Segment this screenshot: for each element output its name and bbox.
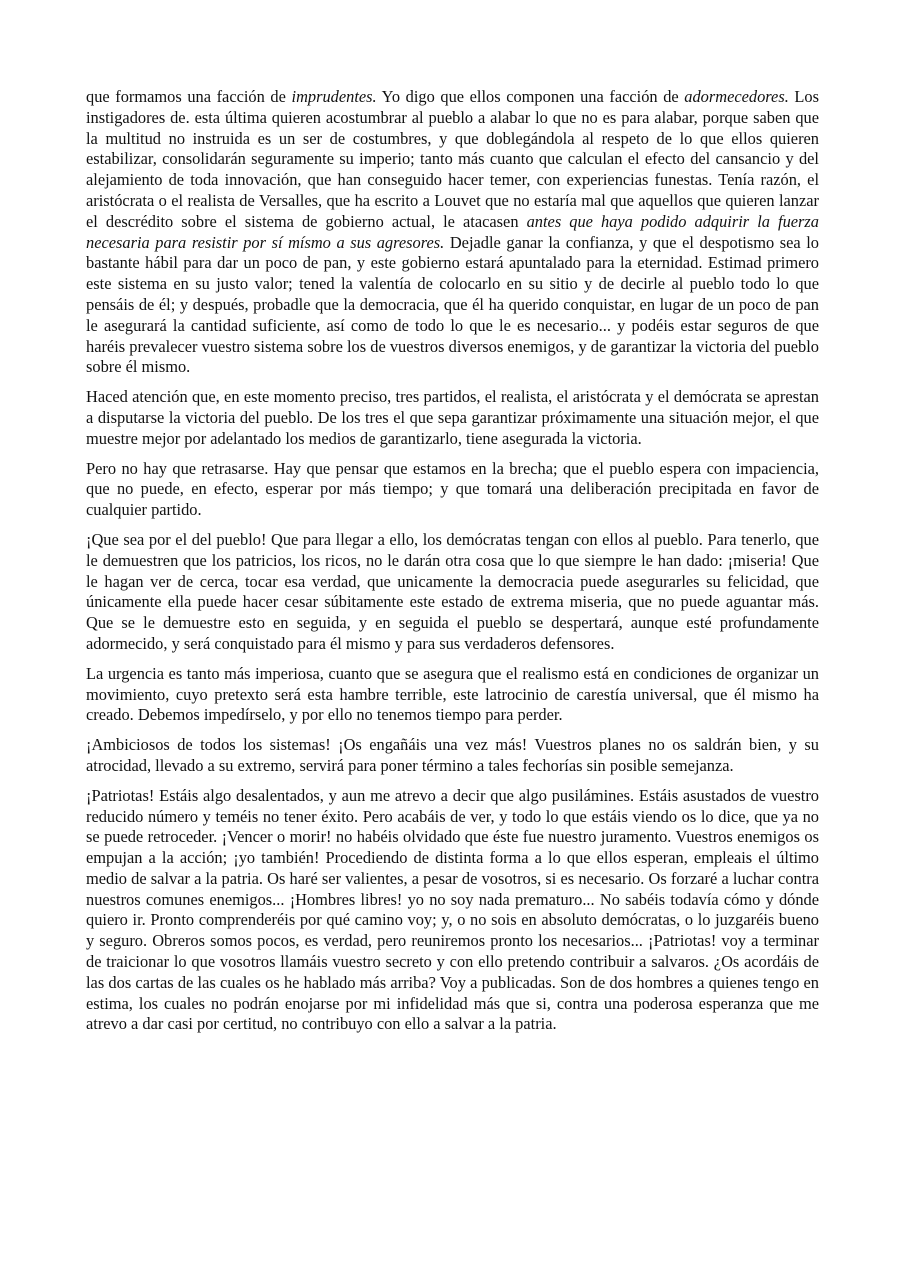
paragraph bbox=[86, 87, 819, 378]
text-run: Yo digo que ellos componen una facción de bbox=[376, 87, 685, 106]
text-run: La urgencia es tanto más imperiosa, cuanto que se asegura que el realismo está en condiciones de organizar un movimiento, cuyo pretexto será esta hambre terrible, este latrocinio de carestía universal, que él mismo ha creado. Debemos impedírselo, y por ello no tenemos tiempo para perder. bbox=[86, 663, 819, 725]
text-run: Dejadle ganar la confianza, y que el despotismo sea lo bastante hábil para dar un poco de pan, y este gobierno estará apuntalado para la eternidad. Estimad primero este sistema en su justo valor; tened la valentía de colocarlo en su sitio y de decirle al pueblo todo lo que pensáis de él; y después, probadle que la democracia, que él ha querido conquistar, en lugar de un poco de pan le asegurará la cantidad suficiente, así como de todo lo que le es necesario... y podéis estar seguros de que haréis prevalecer vuestro sistema sobre los de vuestros diversos enemigos, y de garantizar la victoria del pueblo sobre él mismo. bbox=[86, 232, 819, 377]
paragraph bbox=[86, 530, 819, 655]
text-run: ¡Patriotas! Estáis algo desalentados, y aun me atrevo a decir que algo pusilámines. Estáis asustados de vuestro reducido número y teméis no tener éxito. Pero acabáis de ver, y todo lo que estáis viendo os lo dice, que ya no se puede retroceder. ¡Vencer o morir! no habéis olvidado que éste fue nuestro juramento. Vuestros enemigos os empujan a la acción; ¡yo también! Procediendo de distinta forma a lo que ellos esperan, empleais el último medio de salvar a la patria. Os haré ser valientes, a pesar de vosotros, si es necesario. Os forzaré a luchar contra nuestros comunes enemigos... ¡Hombres libres! yo no soy nada prematuro... No sabéis todavía cómo y dónde quiero ir. Pronto comprenderéis por qué camino voy; y, o no sois en absoluto demócratas, o lo juzgaréis bueno y seguro. Obreros somos pocos, es verdad, pero reuniremos pronto los necesarios... ¡Patriotas! voy a terminar de traicionar lo que vosotros llamáis vuestro secreto y con ello pretendo contribuir a salvaros. ¿Os acordáis de las dos cartas de las cuales os he hablado más arriba? Voy a publicadas. Son de dos hombres a quienes tengo en estima, los cuales no podrán enojarse por mi infidelidad más que si, contra una poderosa esperanza que me atrevo a dar casi por certitud, no contribuyo con ello a salvar a la patria. bbox=[86, 785, 819, 1034]
text-run: ¡Que sea por el del pueblo! Que para llegar a ello, los demócratas tengan con ellos al pueblo. Para tenerlo, que le demuestren que los patricios, los ricos, no le darán otra cosa que lo que siempre le han dado: ¡miseria! Que le hagan ver de cerca, tocar esa verdad, que unicamente la democracia puede asegurarles su felicidad, que únicamente ella puede hacer cesar súbitamente este estado de extrema miseria, que no puede aguantar más. Que se le demuestre esto en seguida, y en seguida el pueblo se despertará, aunque esté profundamente adormecido, y será conquistado para él mismo y para sus verdaderos defensores. bbox=[86, 529, 819, 653]
italic-text-run: antes que haya podido adquirir la fuerza necesaria para resistir por sí mísmo a sus agresores. bbox=[86, 211, 819, 252]
text-run: Haced atención que, en este momento preciso, tres partidos, el realista, el aristócrata y el demócrata se aprestan a disputarse la victoria del pueblo. De los tres el que sepa garantizar próximamente una situación mejor, el que muestre mejor por adelantado los medios de garantizarlo, tiene asegurada la victoria. bbox=[86, 387, 819, 448]
text-run: Pero no hay que retrasarse. Hay que pensar que estamos en la brecha; que el pueblo espera con impaciencia, que no puede, en efecto, esperar por más tiempo; y que tomará una deliberación precipitada en favor de cualquier partido. bbox=[86, 458, 819, 520]
paragraph bbox=[86, 459, 819, 521]
italic-text-run: imprudentes. bbox=[291, 87, 377, 106]
paragraph bbox=[86, 786, 819, 1036]
text-run: que formamos una facción de bbox=[86, 87, 292, 106]
text-run: ¡Ambiciosos de todos los sistemas! ¡Os engañáis una vez más! Vuestros planes no os saldrán bien, y su atrocidad, llevado a su extremo, servirá para poner término a tales fechorías sin posible semejanza. bbox=[86, 735, 819, 775]
paragraph bbox=[86, 735, 819, 777]
paragraph bbox=[86, 664, 819, 726]
italic-text-run: adormecedores. bbox=[684, 87, 789, 106]
text-run: Los instigadores de. esta última quieren acostumbrar al pueblo a alabar lo que no es para alabar, porque saben que la multitud no instruida es un ser de costumbres, y que doblegándola al respeto de lo que ellos quieren estabilizar, consolidarán seguramente su imperio; tanto más cuanto que calculan el efecto del cansancio y del alejamiento de toda innovación, que han conseguido hacer temer, con experiencias funestas. Tenía razón, el aristócrata o el realista de Versalles, que ha escrito a Louvet que no estaría mal que aquellos que quieren lanzar el descrédito sobre el sistema de gobierno actual, le atacasen bbox=[86, 87, 820, 231]
paragraph bbox=[86, 387, 819, 449]
document-page bbox=[86, 87, 819, 1044]
